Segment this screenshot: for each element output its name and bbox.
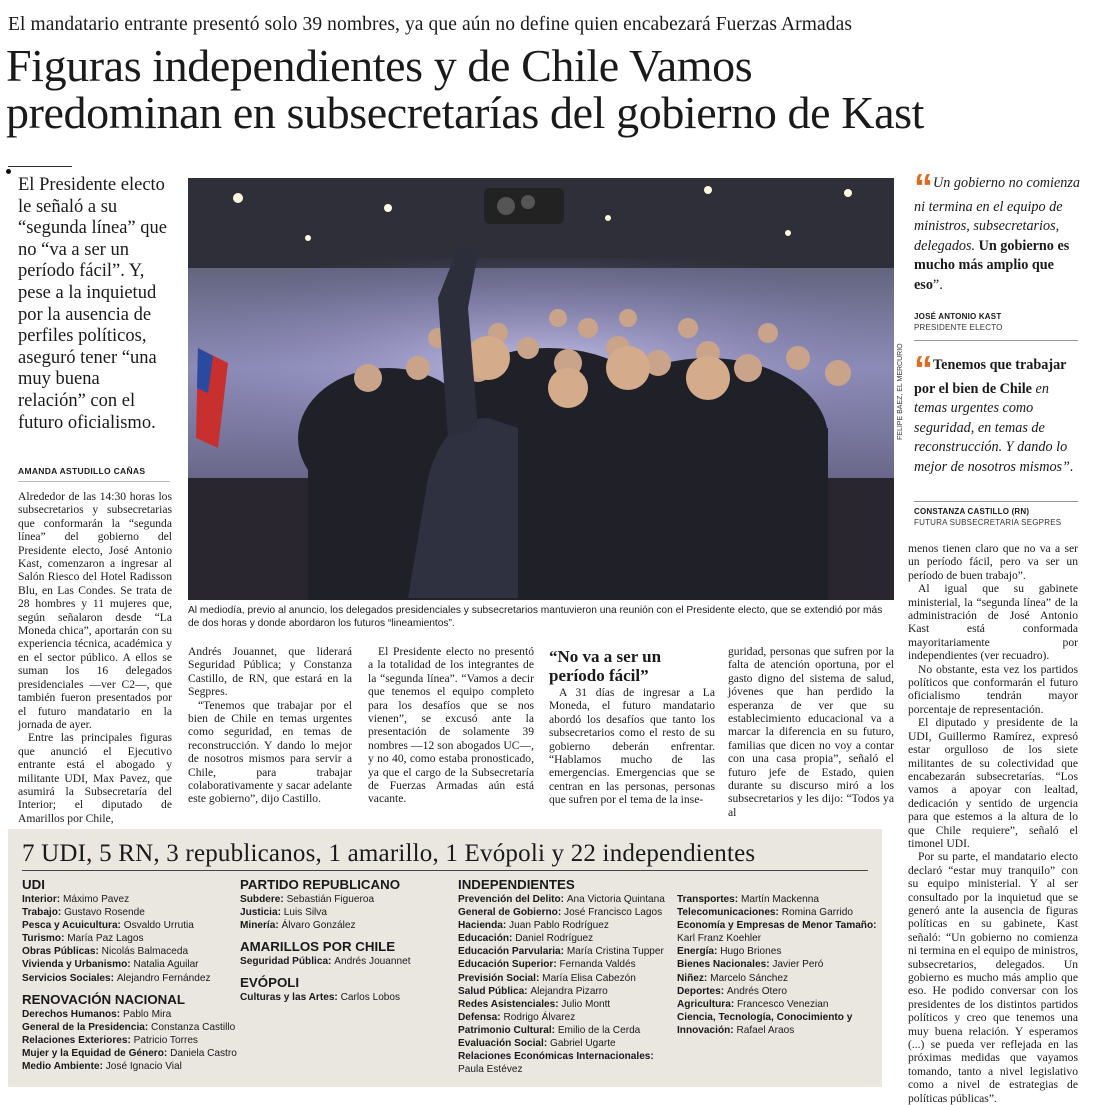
- appointee-name: Francesco Venezian: [737, 998, 829, 1010]
- body-column-6: [908, 542, 1078, 1105]
- post-name: Niñez:: [677, 972, 711, 984]
- subheading: “No va a ser un período fácil”: [549, 647, 662, 685]
- post-name: Servicios Sociales:: [22, 972, 117, 984]
- appointee-name: Hugo Briones: [720, 946, 782, 958]
- post-name: Transportes:: [677, 894, 741, 905]
- party-heading-udi: UDI: [22, 877, 45, 892]
- appointment-row: [22, 932, 232, 945]
- body-column-1: [18, 490, 172, 825]
- appointment-row: [22, 893, 232, 906]
- appointee-name: Gabriel Ugarte: [550, 1038, 616, 1050]
- appointee-name: Máximo Pavez: [62, 894, 130, 905]
- body-column-4: [549, 686, 715, 807]
- appointment-row: [240, 991, 445, 1004]
- paragraph: menos tienen claro que no va a ser un período fácil, pero va ser un período de buen trabajo”.: [908, 542, 1078, 582]
- appointee-name: Javier Peró: [772, 959, 824, 971]
- appointment-row: [22, 919, 232, 932]
- appointee-name: Marcelo Sánchez: [710, 972, 789, 984]
- post-name: Defensa:: [458, 1011, 504, 1023]
- body-column-3: [368, 645, 534, 806]
- appointee-name: Gustavo Rosende: [64, 907, 145, 919]
- paragraph: El Presidente electo no presentó a la totalidad de los integrantes de la “segunda línea”. “Vamos a decir que tenemos el equipo completo para los desafíos que se nos vienen”, se excusó ante la presentación de solamente 39 nombres —12 son abogados UC—, y no 40, como estaba pronosticado, ya que el cargo de la Subsecretaría de Fuerzas Armadas aún está vacante.: [368, 645, 534, 806]
- headline-line-1: Figuras independientes y de Chile Vamos: [6, 40, 753, 91]
- appointee-name: Andrés Jouannet: [334, 956, 411, 968]
- appointee-name: Andrés Otero: [726, 985, 787, 997]
- box-column-independientes: [458, 877, 670, 1076]
- appointee-name: María Paz Lagos: [67, 933, 144, 945]
- post-name: Interior:: [22, 894, 63, 905]
- post-name: General de Gobierno:: [458, 907, 565, 919]
- appointee-name: María Elisa Cabezón: [542, 972, 636, 984]
- appointee-name: Juan Pablo Rodríguez: [509, 920, 609, 932]
- box-column-rep-amarillos-evopoli: [240, 877, 445, 1004]
- post-name: Patrimonio Cultural:: [458, 1024, 558, 1036]
- post-name: Educación Parvularia:: [458, 946, 567, 958]
- post-name: Redes Asistenciales:: [458, 998, 562, 1010]
- appointment-row: [458, 958, 670, 971]
- headline: [6, 42, 1086, 136]
- appointee-name: Ana Victoria Quintana: [566, 894, 665, 905]
- appointment-row: [240, 893, 445, 906]
- paragraph: El diputado y presidente de la UDI, Guillermo Ramírez, expresó estar orgulloso de los siete militantes de su colectividad que encabezarán subsecretarías. “Los vamos a apoyar con lealtad, dedicación y sentido de urgencia para que estemos a la altura de lo que Chile requiere”, señaló el timonel UDI.: [908, 716, 1078, 850]
- selfie-photo: [188, 178, 894, 600]
- paragraph: Entre las principales figuras que anunció el Ejecutivo entrante está el abogado y militante UDI, Max Pavez, que asumirá la Subsecretaría del Interior; el diputado de Amarillos por Chile,: [18, 731, 172, 825]
- appointment-row: [240, 955, 445, 968]
- post-name: Energía:: [677, 946, 721, 958]
- post-name: Minería:: [240, 920, 282, 932]
- appointment-row: [458, 972, 670, 985]
- kicker: El mandatario entrante presentó solo 39 nombres, ya que aún no define quien encabezará Fuerzas Armadas: [8, 14, 853, 35]
- appointee-name: Alejandra Pizarro: [530, 985, 608, 997]
- party-heading-rn: RENOVACIÓN NACIONAL: [22, 991, 186, 1007]
- appointment-row: [22, 1060, 232, 1073]
- divider: [914, 340, 1078, 341]
- post-name: Salud Pública:: [458, 985, 531, 997]
- appointment-row: [458, 945, 670, 958]
- appointee-name: Martín Mackenna: [740, 894, 819, 905]
- divider: [8, 166, 72, 167]
- post-name: Prevención del Delito:: [458, 894, 567, 905]
- appointee-name: Paula Estévez: [458, 1064, 523, 1076]
- divider: [914, 501, 1078, 502]
- appointee-name: Emilio de la Cerda: [557, 1024, 641, 1036]
- appointee-name: María Cristina Tupper: [566, 946, 664, 958]
- appointment-row: [22, 945, 232, 958]
- photo-illustration: [188, 178, 894, 600]
- box-column-udi-rn: [22, 877, 237, 1073]
- post-name: Bienes Nacionales:: [677, 959, 773, 971]
- post-name: Obras Públicas:: [22, 946, 102, 958]
- post-name: Educación Superior:: [458, 959, 560, 971]
- post-name: Deportes:: [677, 985, 727, 997]
- appointment-row: [677, 945, 877, 958]
- rn-list: [22, 1008, 237, 1073]
- body-column-2: [188, 645, 352, 806]
- amarillos-list: [240, 955, 445, 968]
- bullet-dot: [6, 169, 11, 174]
- box-column-independientes-2: [677, 893, 877, 1037]
- appointment-row: [677, 1011, 877, 1037]
- quote-mark-icon: “: [914, 349, 927, 391]
- appointee-name: Carlos Lobos: [340, 992, 401, 1004]
- paragraph: A 31 días de ingresar a La Moneda, el futuro mandatario abordó los desafíos que tanto los subsecretarios como el resto de su gobierno deberán enfrentar. “Hablamos mucho de las emergencias. Emergencias que se centran en las personas, personas que sufren por el tema de la inse-: [549, 686, 715, 807]
- paragraph: “Tenemos que trabajar por el bien de Chile en temas urgentes como seguridad, en temas de reconstrucción. Y dando lo mejor de nosotros mismos para servir a Chile, para trabajar colaborativamente y sacar adelante este gobierno”, dijo Castillo.: [188, 698, 352, 806]
- appointee-name: Luis Silva: [283, 907, 327, 919]
- appointment-row: [458, 985, 670, 998]
- post-name: General de la Presidencia:: [22, 1021, 152, 1033]
- appointee-name: José Francisco Lagos: [564, 907, 663, 919]
- appointee-name: Romina Garrido: [781, 907, 853, 919]
- appointment-row: [458, 1037, 670, 1050]
- byline: AMANDA ASTUDILLO CAÑAS: [18, 466, 146, 476]
- appointee-name: Alejandro Fernández: [116, 972, 211, 984]
- appointee-name: Natalia Aguilar: [133, 959, 199, 971]
- body-column-5: [728, 645, 894, 819]
- paragraph: Por su parte, el mandatario electo declaró “estar muy tranquilo” con su equipo ministerial. Y al ser consultado por la inquietud que se generó ante la ausencia de figuras políticas en su gabinete, Kast señaló: “Un gobierno no comienza ni termina en el equipo de ministros, subsecretarios, delegados. Un gobierno es mucho más amplio que eso. He podido conversar con los presidentes de los distintos partidos políticos y creo que tenemos una muy buena relación. Y esperamos (...) se pueda ver reflejada en las próximas medidas que vayamos tomando, tanto a nivel legislativo como a nivel de estrategias de políticas públicas”.: [908, 850, 1078, 1105]
- quote-author: CONSTANZA CASTILLO (RN): [914, 507, 1030, 516]
- appointment-row: [677, 998, 877, 1011]
- appointee-name: Fernanda Valdés: [559, 959, 636, 971]
- appointment-row: [240, 919, 445, 932]
- quote-author-role: FUTURA SUBSECRETARIA SEGPRES: [914, 518, 1062, 527]
- post-name: Vivienda y Urbanismo:: [22, 959, 134, 971]
- independientes-list-2: [677, 893, 877, 1037]
- paragraph: guridad, personas que sufren por la falta de atención oportuna, por el gasto digno del sistema de salud, jóvenes que han perdido la esperanza de ver que su establecimiento educacional va a marcar la diferencia en su futuro, familias que dicen no voy a contar con una casa propia”, señaló el futuro jefe de Estado, quien durante su discurso miró a los subsecretarios y les dijo: “Todos ya al: [728, 645, 894, 819]
- divider: [18, 481, 170, 482]
- appointee-name: Pablo Mira: [122, 1008, 172, 1020]
- post-name: Mujer y la Equidad de Género:: [22, 1047, 171, 1059]
- appointee-name: Daniel Rodríguez: [515, 933, 594, 945]
- appointment-row: [458, 932, 670, 945]
- appointment-row: [458, 1050, 670, 1076]
- post-name: Subdere:: [240, 894, 287, 905]
- pull-quote-2: “ Tenemos que trabajar por el bien de Chile en temas urgentes como seguridad, en temas de reconstrucción. Y dando lo mejor de nosotros mismos”.: [914, 349, 1074, 475]
- appointment-row: [458, 906, 670, 919]
- appointment-row: [22, 958, 232, 971]
- appointment-row: [677, 985, 877, 998]
- appointee-name: Daniela Castro: [170, 1047, 237, 1059]
- appointment-row: [677, 893, 877, 906]
- paragraph: Alrededor de las 14:30 horas los subsecretarios y subsecretarias que conformarán la “segunda línea” del gobierno del Presidente electo, José Antonio Kast, comenzaron a ingresar al Salón Riesco del Hotel Radisson Blu, en Las Condes. Se trata de 28 hombres y 11 mujeres que, según señalaron desde “La Moneda chica”, aportarán con su experiencia técnica, académica y en el sector público. A ellos se suman los 16 delegados presidenciales —ver C2—, que también fueron presentados por el futuro mandatario en la jornada de ayer.: [18, 490, 172, 731]
- appointment-row: [458, 998, 670, 1011]
- quote-mark-icon: “: [914, 167, 927, 209]
- republicano-list: [240, 893, 445, 932]
- lead-paragraph: El Presidente electo le señaló a su “segunda línea” que no “va a ser un período fácil”. Y, pese a la inquietud por la ausencia de perfiles políticos, aseguró tener “una muy buena relación” con el futuro oficialismo.: [18, 175, 167, 433]
- evopoli-list: [240, 991, 445, 1004]
- post-name: Previsión Social:: [458, 972, 543, 984]
- party-heading-amarillos: AMARILLOS POR CHILE: [240, 939, 396, 955]
- appointment-row: [22, 906, 232, 919]
- paragraph: Al igual que su gabinete ministerial, la “segunda línea” de la administración de José Antonio Kast está conformada mayoritariamente por independientes (ver recuadro).: [908, 582, 1078, 663]
- post-name: Evaluación Social:: [458, 1038, 550, 1050]
- post-name: Relaciones Económicas Internacionales:: [458, 1051, 654, 1063]
- appointment-row: [22, 1021, 236, 1034]
- appointment-row: [240, 906, 445, 919]
- post-name: Medio Ambiente:: [22, 1061, 106, 1073]
- appointee-name: Constanza Castillo: [151, 1021, 236, 1033]
- post-name: Turismo:: [22, 933, 68, 945]
- paragraph: No obstante, esta vez los partidos políticos que conformarán el futuro oficialismo tendrán mayor porcentaje de representación.: [908, 662, 1078, 716]
- appointment-row: [458, 1024, 670, 1037]
- independientes-list: [458, 893, 670, 1076]
- party-heading-republicano: PARTIDO REPUBLICANO: [240, 877, 401, 892]
- appointment-row: [677, 972, 877, 985]
- appointee-name: Julio Montt: [561, 998, 611, 1010]
- post-name: Derechos Humanos:: [22, 1008, 123, 1020]
- post-name: Educación:: [458, 933, 516, 945]
- party-heading-evopoli: EVÓPOLI: [240, 975, 300, 991]
- appointee-name: Rafael Araos: [736, 1024, 795, 1036]
- appointment-row: [458, 893, 670, 906]
- paragraph: Andrés Jouannet, que liderará Seguridad Pública; y Constanza Castillo, de RN, que estará en la Segpres.: [188, 645, 352, 699]
- appointee-name: Patricio Torres: [133, 1034, 198, 1046]
- photo-caption: Al mediodía, previo al anuncio, los delegados presidenciales y subsecretarios mantuvieron una reunión con el Presidente electo, que se extendió por más de dos horas y donde abordaron los futuros “lineamientos”.: [188, 605, 883, 629]
- post-name: Ciencia, Tecnología, Conocimiento y Innovación:: [677, 1011, 853, 1036]
- appointee-name: Álvaro González: [281, 920, 356, 932]
- post-name: Trabajo:: [22, 907, 65, 919]
- appointee-name: Rodrigo Álvarez: [503, 1011, 576, 1023]
- post-name: Culturas y las Artes:: [240, 992, 341, 1004]
- appointee-name: Nicolás Balmaceda: [101, 946, 189, 958]
- quote-author: JOSÉ ANTONIO KAST: [914, 312, 1002, 321]
- quote-author-role: PRESIDENTE ELECTO: [914, 323, 1003, 332]
- appointment-row: [677, 958, 877, 971]
- headline-line-2: predominan en subsecretarías del gobierno de Kast: [6, 87, 924, 138]
- box-title: 7 UDI, 5 RN, 3 republicanos, 1 amarillo, 1 Evópoli y 22 independientes: [22, 840, 756, 867]
- party-heading-independientes: INDEPENDIENTES: [458, 877, 575, 892]
- post-name: Telecomunicaciones:: [677, 907, 782, 919]
- appointment-row: [458, 919, 670, 932]
- appointee-name: José Ignacio Vial: [105, 1061, 182, 1073]
- photo-credit: FELIPE BAEZ, EL MERCURIO: [897, 343, 904, 440]
- appointee-name: Sebastián Figueroa: [286, 894, 375, 905]
- appointment-row: [22, 1034, 232, 1047]
- post-name: Relaciones Exteriores:: [22, 1034, 134, 1046]
- appointment-row: [22, 972, 232, 985]
- appointment-row: [677, 906, 877, 919]
- post-name: Seguridad Pública:: [240, 956, 335, 968]
- appointee-name: Osvaldo Urrutia: [123, 920, 194, 932]
- post-name: Pesca y Acuicultura:: [22, 920, 124, 932]
- appointment-row: [458, 1011, 670, 1024]
- post-name: Justicia:: [240, 907, 284, 919]
- pull-quote-1: “ Un gobierno no comienza ni termina en el equipo de ministros, subsecretarios, delegados. Un gobierno es mucho más amplio que eso”.: [914, 167, 1080, 293]
- post-name: Agricultura:: [677, 998, 738, 1010]
- post-name: Economía y Empresas de Menor Tamaño:: [677, 920, 877, 932]
- appointment-row: [22, 1008, 232, 1021]
- divider: [22, 870, 868, 871]
- udi-list: [22, 893, 232, 985]
- appointee-name: Karl Franz Koehler: [677, 933, 762, 945]
- appointment-row: [22, 1047, 237, 1060]
- appointment-row: [677, 919, 877, 945]
- post-name: Hacienda:: [458, 920, 510, 932]
